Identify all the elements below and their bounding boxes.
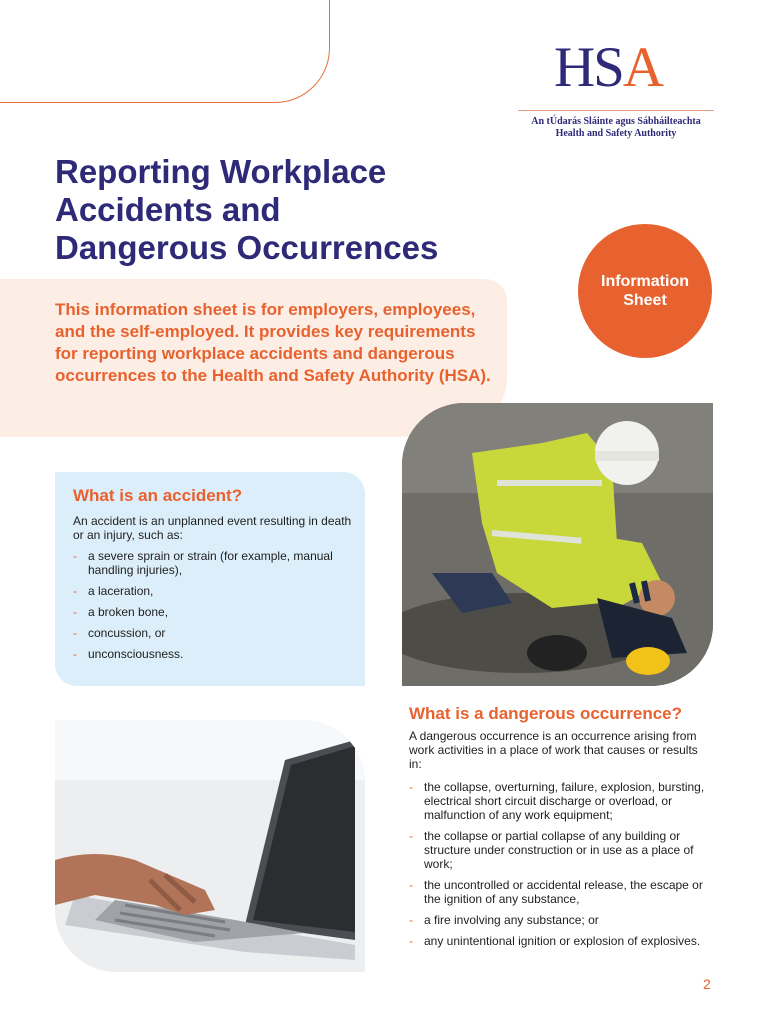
logo-subtitle-irish: An tÚdarás Sláinte agus Sábháilteachta	[531, 116, 701, 127]
logo-mark-accent: A	[622, 36, 663, 99]
dangerous-occurrence-item: - the collapse or partial collapse of any building or structure under construction or in use as a place of work;	[409, 829, 714, 871]
intro-text: This information sheet is for employers, employees, and the self-employed. It provides key requirements for reporting workplace accidents and dangerous occurrences to the Health and Safety Authority (HSA).	[55, 300, 491, 385]
dangerous-occurrence-list	[409, 780, 714, 955]
logo-subtitle	[518, 116, 714, 140]
dangerous-occurrence-item: - a fire involving any substance; or	[409, 913, 714, 927]
logo-mark-main: HS	[554, 36, 623, 99]
accident-item: - a laceration,	[73, 584, 353, 598]
first-aid-photo-illustration	[402, 403, 713, 686]
laptop-photo-illustration	[55, 720, 365, 972]
dangerous-occurrence-heading: What is a dangerous occurrence?	[409, 704, 683, 723]
dangerous-occurrence-item: - the uncontrolled or accidental release, the escape or the ignition of any substance,	[409, 878, 714, 906]
information-sheet-badge: Information Sheet	[578, 224, 712, 358]
accident-list	[73, 549, 353, 668]
dangerous-occurrence-item: - any unintentional ignition or explosion of explosives.	[409, 934, 714, 948]
dangerous-occurrence-intro: A dangerous occurrence is an occurrence arising from work activities in a place of work that causes or results in:	[409, 729, 698, 771]
hsa-logo-mark	[554, 38, 662, 98]
accident-item: - a broken bone,	[73, 605, 353, 619]
laptop-photo	[55, 720, 365, 972]
page-number: 2	[703, 976, 711, 992]
logo-divider	[518, 110, 714, 111]
accident-intro: An accident is an unplanned event resulting in death or an injury, such as:	[73, 514, 352, 542]
accident-item: - unconsciousness.	[73, 647, 353, 661]
dangerous-occurrence-item: - the collapse, overturning, failure, explosion, bursting, electrical short circuit discharge or overload, or malfunction of any work equipment;	[409, 780, 714, 822]
accident-item: - concussion, or	[73, 626, 353, 640]
accident-item: - a severe sprain or strain (for example, manual handling injuries),	[73, 549, 353, 577]
logo-subtitle-english: Health and Safety Authority	[555, 128, 677, 139]
first-aid-photo	[402, 403, 713, 686]
page-title: Reporting Workplace Accidents and Dangerous Occurrences	[55, 153, 439, 266]
accident-heading: What is an accident?	[73, 486, 243, 505]
corner-decoration	[0, 0, 330, 103]
